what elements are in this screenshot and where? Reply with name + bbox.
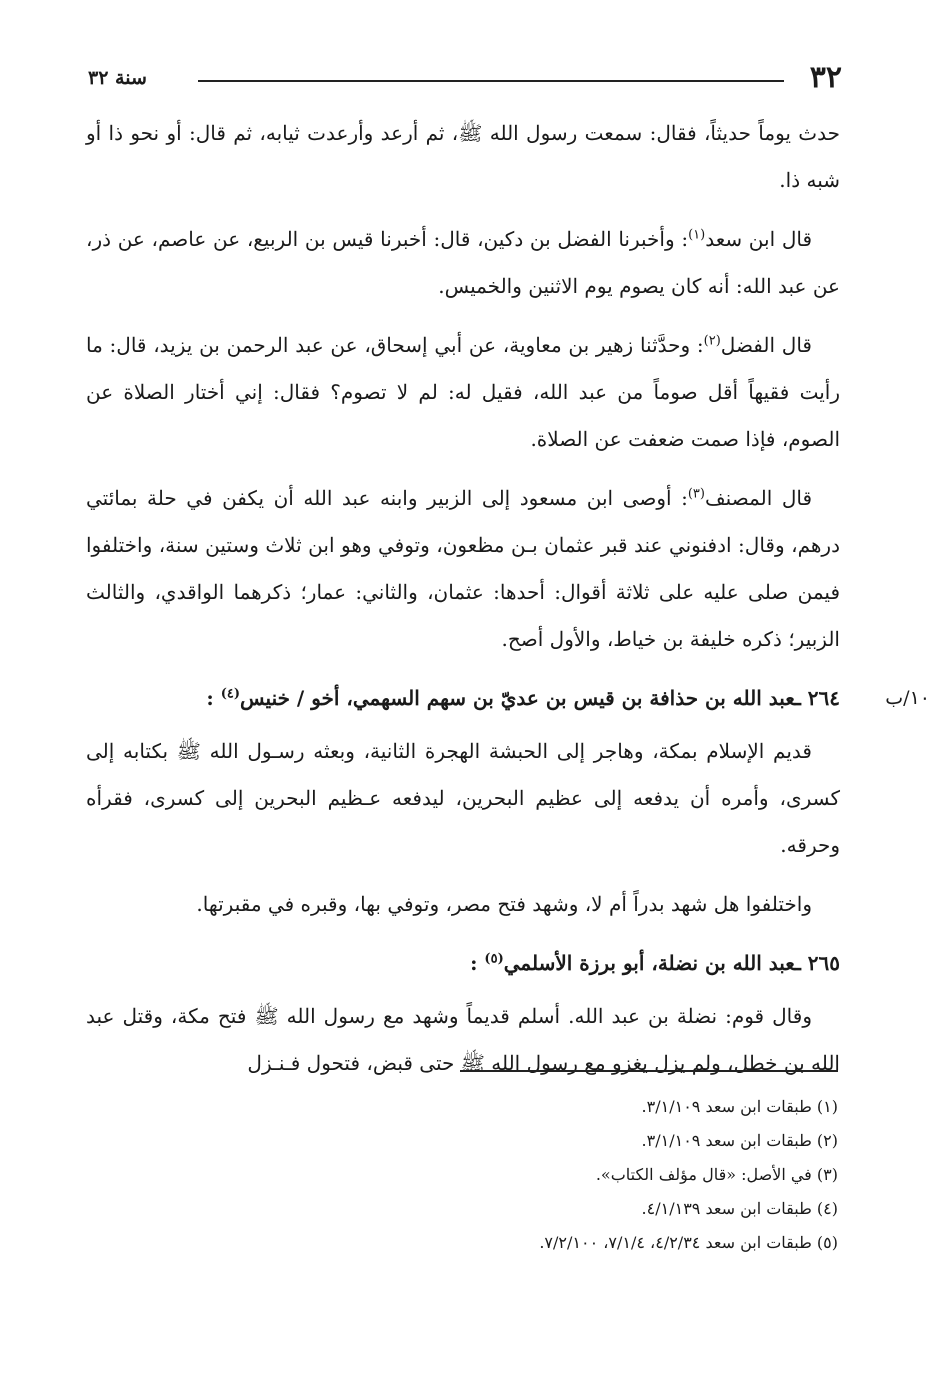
- paragraph-text: : أوصى ابن مسعود إلى الزبير وابنه عبد الله أن يكفن في حلة بمائتي درهم، وقال: ادفنوني عند قبر عثمان بـن مظعون، وتوفي وهو ابن ثلاث وستين سنة، واختلفوا فيمن صلى عليه على ثلاثة أقوال: أحدها: عثمان، والثاني: عمار؛ ذكرهما الواقدي، والثالث الزبير؛ ذكره خليفة بن خياط، والأول أصح.: [86, 486, 840, 651]
- footnote-5: (٥) طبقات ابن سعد ٤/٢/٣٤، ٧/١/٤، ٧/٢/١٠٠.: [539, 1233, 838, 1252]
- entry-title-tail: :: [470, 951, 485, 975]
- header-rule: [198, 80, 784, 82]
- paragraph-ibn-saad: [86, 216, 840, 310]
- page-header: [88, 60, 842, 100]
- paragraph-lead: قال المصنف: [704, 486, 812, 510]
- footnote-ref-1: (١): [688, 227, 706, 243]
- paragraph-al-fadl: [86, 322, 840, 463]
- footnote-ref-4: (٤): [220, 686, 241, 702]
- paragraph-continuation: حدث يوماً حديثاً، فقال: سمعت رسول الله ﷺ، ثم أرعد وأرعدت ثيابه، ثم قال: أو نحو ذا أو شبه ذا.: [86, 121, 840, 192]
- footnote-ref-3: (٣): [687, 486, 705, 502]
- footnote-ref-2: (٢): [703, 333, 721, 349]
- entry-title: ٢٦٥ ـعبد الله بن نضلة، أبو برزة الأسلمي: [503, 951, 840, 975]
- entry-title: ٢٦٤ ـعبد الله بن حذافة بن قيس بن عديّ بن سهم السهمي، أخو / خنيس: [240, 686, 840, 710]
- footnote-4: (٤) طبقات ابن سعد ٤/١/١٣٩.: [641, 1199, 838, 1218]
- entry-265-paragraph-1: وقال قوم: نضلة بن عبد الله. أسلم قديماً وشهد مع رسول الله ﷺ فتح مكة، وقتل عبد الله بن خطل، ولم يزل يغزو مع رسول الله ﷺ حتى قبض، فتحول فـنـزل: [86, 1004, 840, 1075]
- entry-264-paragraph-1: قديم الإسلام بمكة، وهاجر إلى الحبشة الهجرة الثانية، وبعثه رسـول الله ﷺ بكتابه إلى كسرى، وأمره أن يدفعه إلى عظيم البحرين، ليدفعه عـظيم البحرين إلى كسرى، فقرأه وحرقه.: [86, 739, 840, 857]
- page-number: ٣٢: [809, 60, 842, 95]
- paragraph-lead: قال ابن سعد: [705, 227, 813, 251]
- footnote-2: (٢) طبقات ابن سعد ٣/١/١٠٩.: [641, 1131, 838, 1150]
- footnote-divider: [460, 1070, 838, 1072]
- footnote-1: (١) طبقات ابن سعد ٣/١/١٠٩.: [641, 1097, 838, 1116]
- footnote-ref-5: (٥): [484, 951, 504, 967]
- margin-folio-note: ١٠/ب: [885, 687, 930, 709]
- entry-title-tail: :: [206, 686, 221, 710]
- paragraph-lead: قال الفضل: [720, 333, 812, 357]
- entry-264-paragraph-2: واختلفوا هل شهد بدراً أم لا، وشهد فتح مصر، وتوفي بها، وقبره في مقبرتها.: [196, 892, 812, 916]
- paragraph-text: : وأخبرنا الفضل بن دكين، قال: أخبرنا قيس بن الربيع، عن عاصم، عن ذر، عن عبد الله: أنه كان يصوم يوم الاثنين والخميس.: [86, 227, 840, 298]
- running-title: سنة ٣٢: [88, 67, 147, 89]
- main-text: [86, 110, 930, 1099]
- footnote-3: (٣) في الأصل: «قال مؤلف الكتاب».: [595, 1165, 838, 1184]
- paragraph-author: [86, 475, 840, 663]
- footnotes: [318, 1090, 838, 1260]
- entry-heading-265: [86, 940, 840, 987]
- entry-heading-264: [86, 675, 930, 722]
- paragraph-text: : وحدَّثنا زهير بن معاوية، عن أبي إسحاق، عن عبد الرحمن بن يزيد، قال: ما رأيت فقيهاً أقل صوماً من عبد الله، فقيل له: لم لا تصوم؟ فقال: إني أختار الصلاة عن الصوم، فإذا صمت ضعفت عن الصلاة.: [86, 333, 840, 451]
